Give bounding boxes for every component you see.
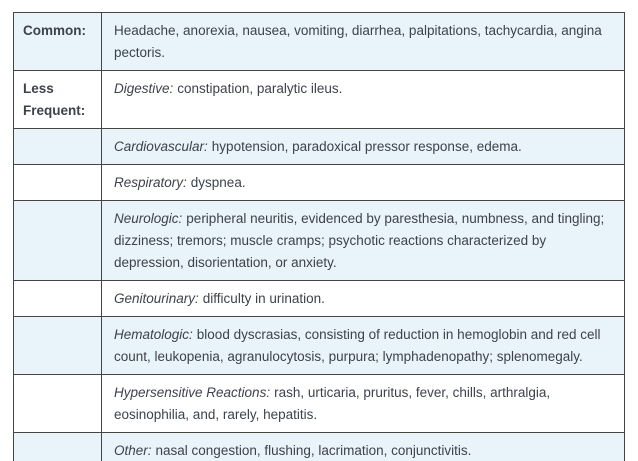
table-row [14,317,625,375]
effect-category: Genitourinary: [114,291,199,306]
effects-cell [102,317,625,375]
frequency-label-cell [14,201,102,281]
table-row [14,165,625,201]
effect-text: Headache, anorexia, nausea, vomiting, diarrhea, palpitations, tachycardia, angina pectoris. [114,23,602,60]
table-row [14,201,625,281]
frequency-label: Common: [23,23,86,38]
effect-text: nasal congestion, flushing, lacrimation, conjunctivitis. [155,443,472,458]
frequency-label-cell [14,71,102,129]
effects-cell [102,433,625,461]
frequency-label: Less Frequent: [23,81,86,118]
frequency-label-cell [14,13,102,71]
frequency-label-cell [14,433,102,461]
effect-text: blood dyscrasias, consisting of reduction in hemoglobin and red cell count, leukopenia, agranulocytosis, purpura; lymphadenopathy; splenomegaly. [114,327,601,364]
effect-category: Cardiovascular: [114,139,208,154]
effect-category: Hypersensitive Reactions: [114,385,271,400]
effect-category: Other: [114,443,152,458]
effect-text: peripheral neuritis, evidenced by paresthesia, numbness, and tingling; dizziness; tremors; muscle cramps; psychotic reactions characterized by depression, disorientation, or anxiety. [114,211,605,270]
table-body [14,13,625,461]
effect-text: dyspnea. [190,175,246,190]
effect-text: hypotension, paradoxical pressor response, edema. [211,139,522,154]
table-row [14,71,625,129]
effects-cell [102,281,625,317]
effect-text: constipation, paralytic ileus. [177,81,343,96]
frequency-label-cell [14,281,102,317]
effect-category: Digestive: [114,81,174,96]
effects-cell [102,13,625,71]
table-row [14,13,625,71]
table-row [14,433,625,461]
table-row [14,129,625,165]
effects-cell [102,375,625,433]
effect-text: rash, urticaria, pruritus, fever, chills, arthralgia, eosinophilia, and, rarely, hepatitis. [114,385,551,422]
effects-cell [102,129,625,165]
frequency-label-cell [14,129,102,165]
frequency-label-cell [14,375,102,433]
effect-text: difficulty in urination. [202,291,325,306]
effect-category: Hematologic: [114,327,193,342]
effects-cell [102,71,625,129]
effect-category: Neurologic: [114,211,183,226]
effect-category: Respiratory: [114,175,187,190]
frequency-label-cell [14,165,102,201]
frequency-label-cell [14,317,102,375]
adverse-effects-table [13,12,625,461]
effects-cell [102,201,625,281]
table-row [14,375,625,433]
effects-cell [102,165,625,201]
table-row [14,281,625,317]
